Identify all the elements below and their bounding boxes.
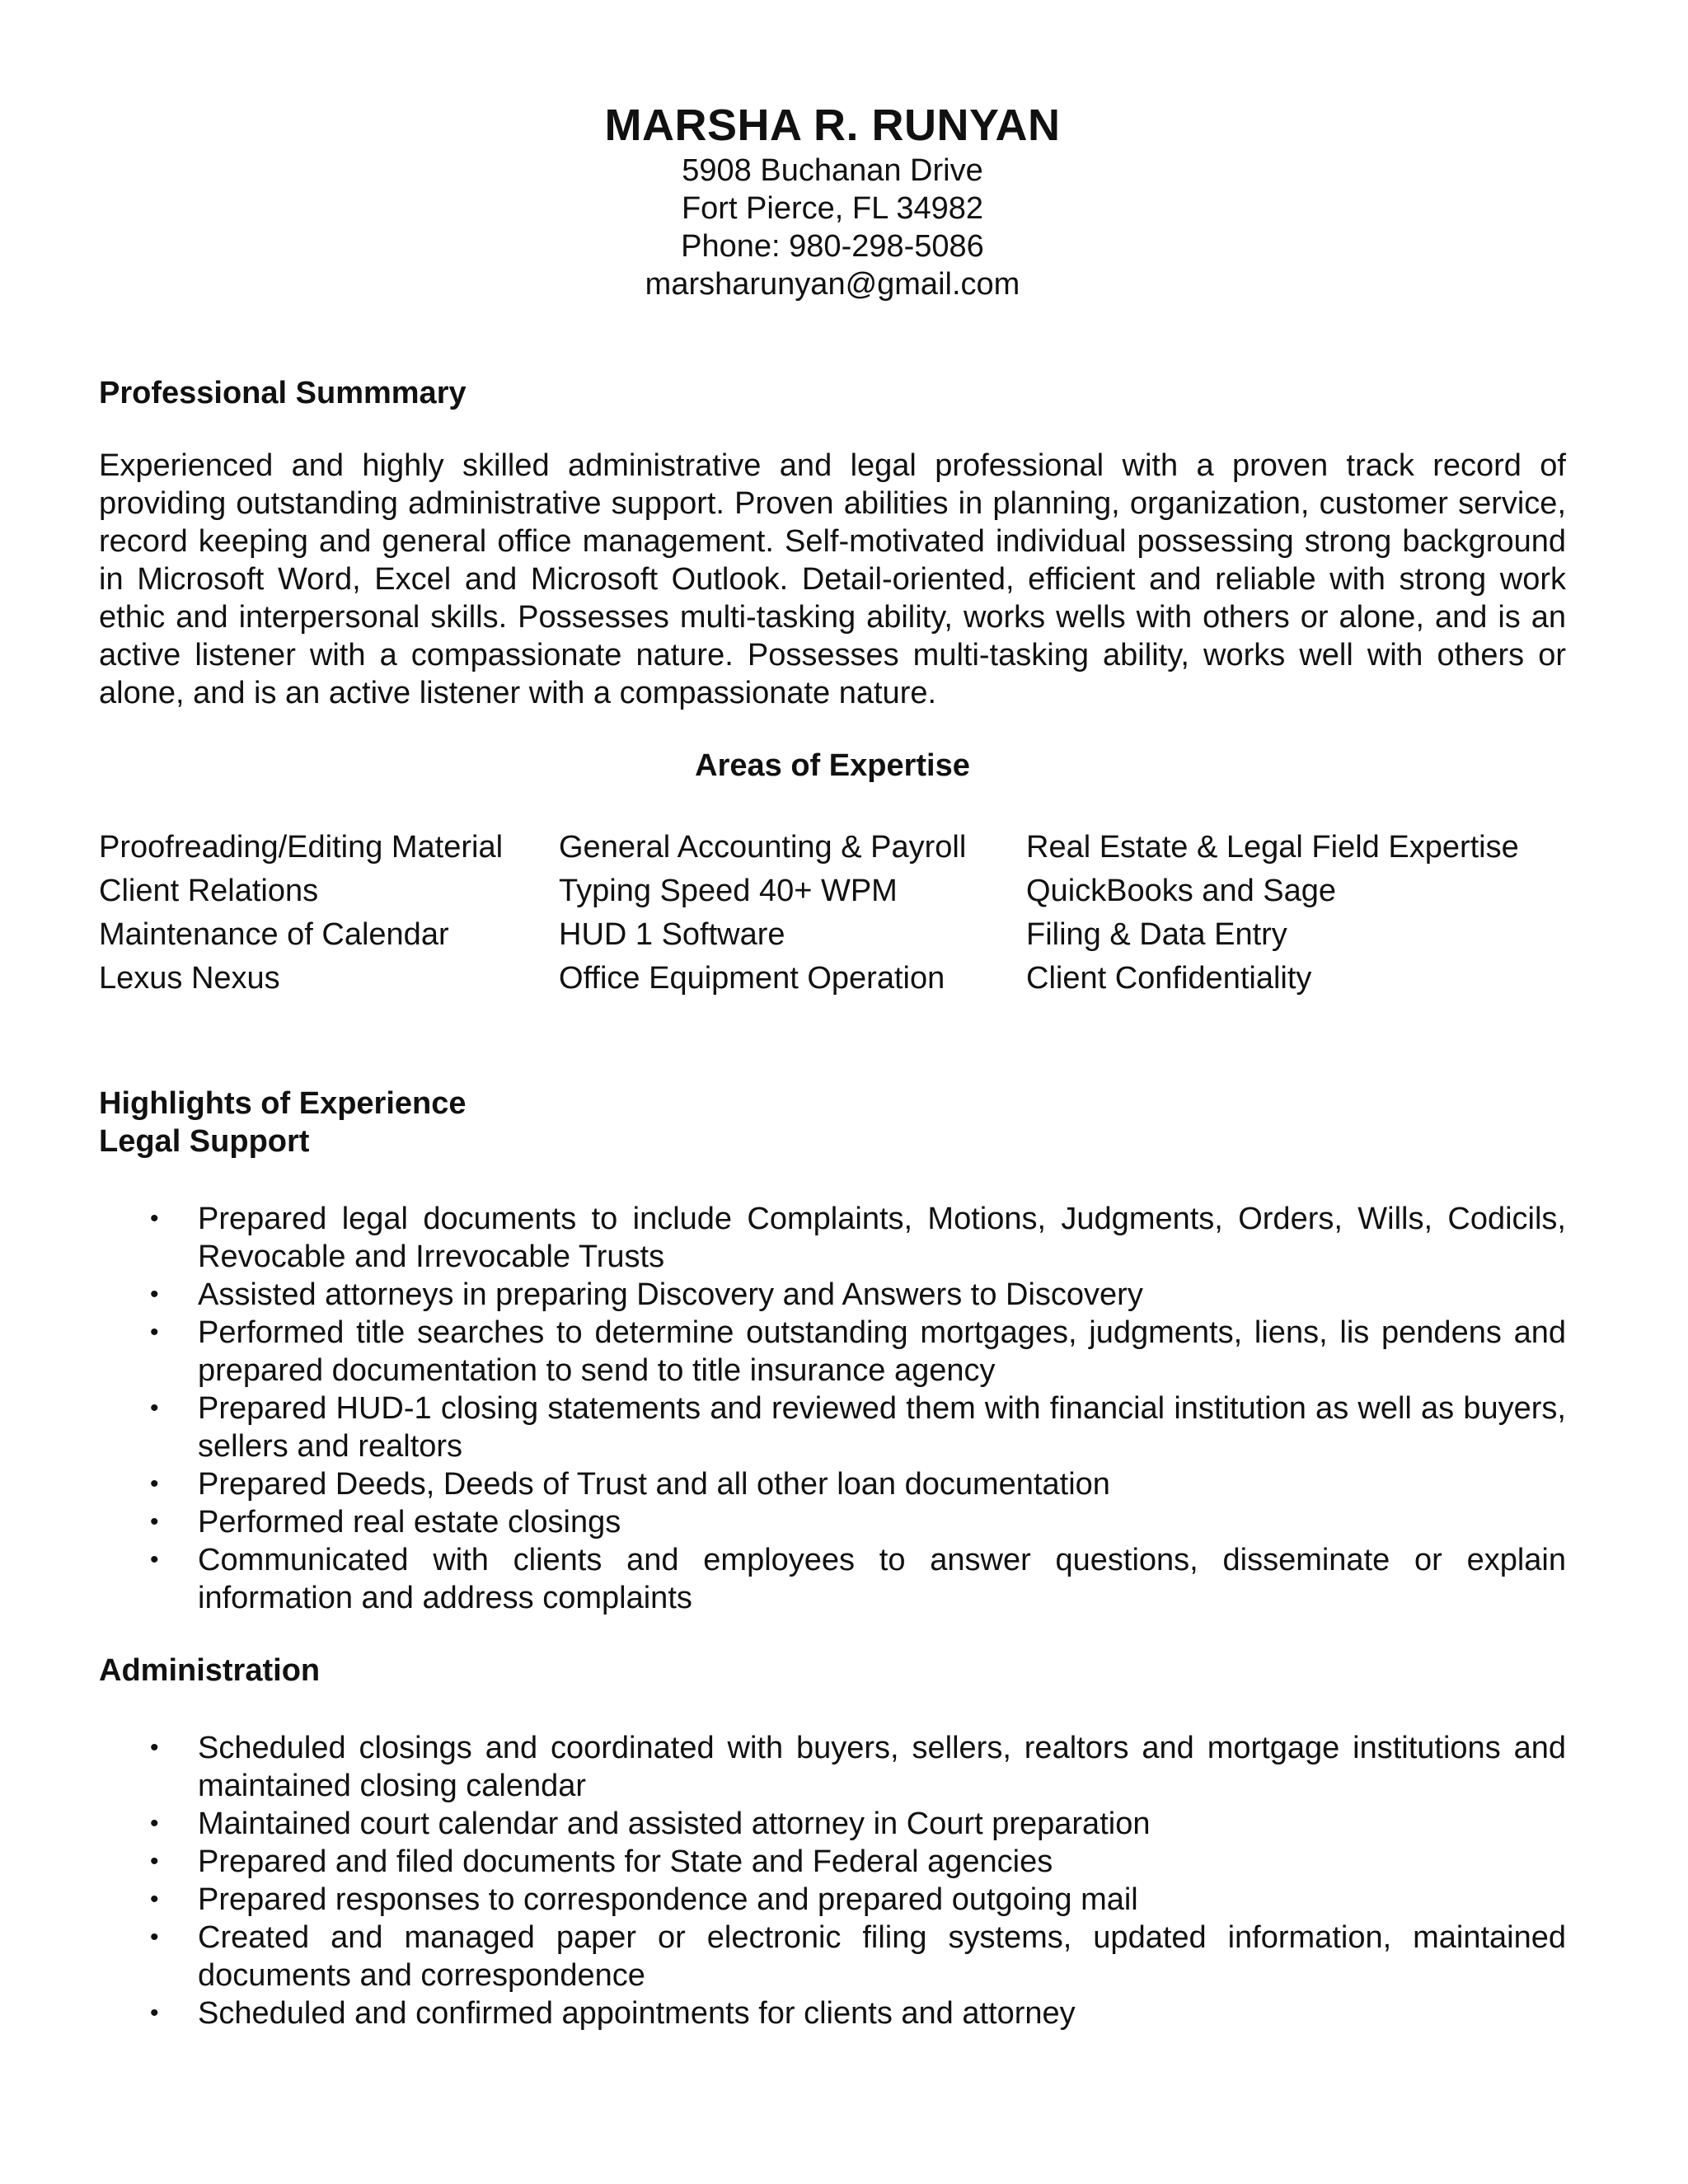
expertise-item: Office Equipment Operation <box>559 961 945 996</box>
list-item <box>99 1843 1566 1881</box>
highlights-heading: Highlights of Experience <box>99 1086 467 1121</box>
bullet-icon: • <box>150 1848 159 1875</box>
list-item-text: Prepared and filed documents for State and Federal agencies <box>198 1844 1053 1879</box>
list-item <box>99 1805 1566 1843</box>
expertise-item: Maintenance of Calendar <box>99 917 449 952</box>
phone-number: Phone: 980-298-5086 <box>681 229 984 264</box>
list-item-text: Maintained court calendar and assisted attorney in Court preparation <box>198 1807 1151 1841</box>
list-item <box>99 1200 1566 1276</box>
legal-support-list <box>99 1200 1566 1617</box>
address-line-1: 5908 Buchanan Drive <box>682 153 983 188</box>
bullet-icon: • <box>150 1281 159 1308</box>
list-item <box>99 1503 1566 1541</box>
list-item-text: Prepared responses to correspondence and prepared outgoing mail <box>198 1882 1138 1917</box>
expertise-grid <box>99 826 1566 1001</box>
list-item <box>99 1276 1566 1314</box>
list-item-text: Created and managed paper or electronic filing systems, updated information, maintained documents and correspondence <box>198 1920 1566 1993</box>
list-item <box>99 1919 1566 1994</box>
expertise-item: Typing Speed 40+ WPM <box>559 874 898 908</box>
resume-header <box>99 99 1566 303</box>
expertise-item: Real Estate & Legal Field Expertise <box>1026 830 1519 865</box>
bullet-icon: • <box>150 1886 159 1913</box>
list-item <box>99 1994 1566 2032</box>
expertise-heading: Areas of Expertise <box>695 748 970 783</box>
expertise-item: Proofreading/Editing Material <box>99 830 504 865</box>
expertise-item: Lexus Nexus <box>99 961 280 996</box>
bullet-icon: • <box>150 1924 159 1951</box>
list-item-text: Prepared HUD-1 closing statements and reviewed them with financial institution as well as buyers, sellers and realtors <box>198 1391 1566 1464</box>
list-item-text: Scheduled and confirmed appointments for clients and attorney <box>198 1996 1076 2031</box>
expertise-item: Filing & Data Entry <box>1026 917 1287 952</box>
email-address: marsharunyan@gmail.com <box>645 267 1020 302</box>
expertise-item: Client Relations <box>99 874 319 908</box>
expertise-item: General Accounting & Payroll <box>559 830 967 865</box>
bullet-icon: • <box>150 1470 159 1497</box>
list-item-text: Scheduled closings and coordinated with buyers, sellers, realtors and mortgage institutions and maintained closing calendar <box>198 1731 1566 1803</box>
bullet-icon: • <box>150 1508 159 1535</box>
list-item-text: Communicated with clients and employees to answer questions, disseminate or explain information and address complaints <box>198 1543 1566 1615</box>
bullet-icon: • <box>150 1734 159 1761</box>
list-item-text: Prepared legal documents to include Complaints, Motions, Judgments, Orders, Wills, Codicils, Revocable and Irrevocable Trusts <box>198 1202 1566 1274</box>
list-item-text: Assisted attorneys in preparing Discovery and Answers to Discovery <box>198 1277 1143 1312</box>
expertise-item: QuickBooks and Sage <box>1026 874 1337 908</box>
summary-heading: Professional Summmary <box>99 376 467 410</box>
list-item <box>99 1465 1566 1503</box>
list-item <box>99 1881 1566 1919</box>
bullet-icon: • <box>150 1810 159 1837</box>
legal-support-heading: Legal Support <box>99 1124 310 1159</box>
administration-heading: Administration <box>99 1653 321 1688</box>
administration-list <box>99 1729 1566 2032</box>
list-item <box>99 1390 1566 1465</box>
expertise-item: Client Confidentiality <box>1026 961 1312 996</box>
expertise-item: HUD 1 Software <box>559 917 785 952</box>
bullet-icon: • <box>150 1205 159 1232</box>
bullet-icon: • <box>150 1394 159 1422</box>
list-item <box>99 1541 1566 1617</box>
list-item-text: Prepared Deeds, Deeds of Trust and all other loan documentation <box>198 1467 1110 1502</box>
candidate-name: MARSHA R. RUNYAN <box>604 101 1061 150</box>
address-line-2: Fort Pierce, FL 34982 <box>681 191 984 226</box>
bullet-icon: • <box>150 1999 159 2027</box>
list-item-text: Performed real estate closings <box>198 1505 621 1540</box>
list-item-text: Performed title searches to determine outstanding mortgages, judgments, liens, lis pendens and prepared documentation to send to title insurance agency <box>198 1315 1566 1388</box>
list-item <box>99 1729 1566 1805</box>
bullet-icon: • <box>150 1546 159 1573</box>
summary-paragraph: Experienced and highly skilled administrative and legal professional with a proven track record of providing outstanding administrative support. Proven abilities in planning, organization, customer service, record keeping and general office management. Self-motivated individual possessing strong background in Microsoft Word, Excel and Microsoft Outlook. Detail-oriented, efficient and reliable with strong work ethic and interpersonal skills. Possesses multi-tasking ability, works wells with others or alone, and is an active listener with a compassionate nature. Possesses multi-tasking ability, works well with others or alone, and is an active listener with a compassionate nature. <box>99 448 1566 710</box>
list-item <box>99 1314 1566 1390</box>
bullet-icon: • <box>150 1319 159 1346</box>
